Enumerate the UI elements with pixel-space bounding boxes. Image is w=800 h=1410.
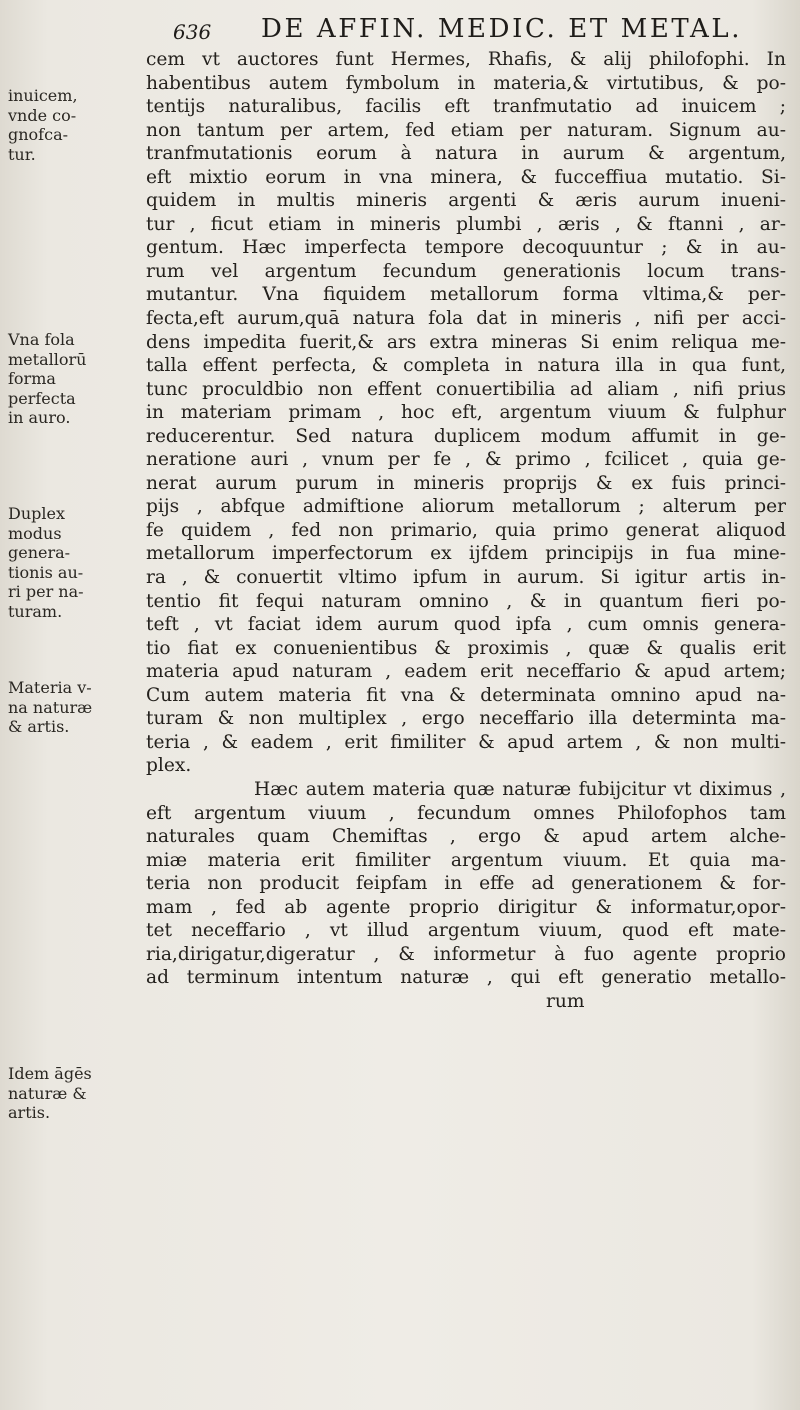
text-line: mam , fed ab agente proprio dirigitur & informatur,opor-	[146, 896, 786, 918]
text-line: tentio fit fequi naturam omnino , & in quantum fieri po-	[146, 590, 786, 612]
page-number: 636	[173, 20, 212, 44]
text-line: teria , & eadem , erit fimiliter & apud artem , & non multi-	[146, 731, 786, 753]
text-line: Cum autem materia fit vna & determinata omnino apud na-	[146, 684, 786, 706]
text-line: ad terminum intentum naturæ , qui eft generatio metallo-	[146, 967, 786, 989]
text-line: tet neceffario , vt illud argentum viuum, quod eft mate-	[146, 920, 786, 942]
text-line: eft argentum viuum , fecundum omnes Philofophos tam	[146, 802, 786, 824]
text-line: tentijs naturalibus, facilis eft tranfmutatio ad inuicem ;	[146, 96, 786, 118]
running-title: DE AFFIN. MEDIC. ET METAL.	[261, 14, 743, 44]
text-line: in materiam primam , hoc eft, argentum viuum & fulphur	[146, 402, 786, 424]
text-line: teft , vt faciat idem aurum quod ipfa , cum omnis genera-	[146, 614, 786, 636]
text-line: habentibus autem fymbolum in materia,& virtutibus, & po-	[146, 72, 786, 94]
margin-notes	[0, 0, 118, 1410]
text-line: cem vt auctores funt Hermes, Rhafis, & alij philofophi. In	[146, 49, 786, 70]
text-line: plex.	[146, 755, 192, 777]
text-line: talla effent perfecta, & completa in natura illa in qua funt,	[146, 355, 786, 377]
text-line: ria,dirigatur,digeratur , & informetur à fuo agente proprio	[146, 943, 786, 965]
margin-note-materia-vna: Materia v- na naturæ & artis.	[8, 678, 93, 736]
text-line: nerat aurum purum in mineris proprijs & ex fuis princi-	[146, 472, 786, 494]
text-line: eft mixtio eorum in vna minera, & fucceffiua mutatio. Si-	[146, 166, 786, 188]
page-header	[175, 10, 775, 46]
text-line: miæ materia erit fimiliter argentum viuum. Et quia ma-	[146, 849, 786, 871]
body-text	[146, 48, 786, 1013]
margin-note-duplex-modus: Duplex modus genera- tionis au- ri per na- turam.	[8, 504, 84, 621]
margin-note-vna-forma: Vna fola metallorū forma perfecta in auro.	[8, 330, 87, 427]
text-line: dens impedita fuerit,& ars extra mineras Si enim reliqua me-	[146, 331, 786, 353]
text-line: turam & non multiplex , ergo neceffario illa determinta ma-	[146, 708, 786, 730]
text-line: ra , & conuertit vltimo ipfum in aurum. Si igitur artis in-	[146, 567, 786, 589]
text-line: reducerentur. Sed natura duplicem modum affumit in ge-	[146, 425, 786, 447]
text-line: Hæc autem materia quæ naturæ fubijcitur vt diximus ,	[254, 778, 786, 800]
text-line: neratione auri , vnum per fe , & primo , fcilicet , quia ge-	[146, 449, 786, 471]
text-line: mutantur. Vna fiquidem metallorum forma vltima,& per-	[146, 284, 786, 306]
text-line: teria non producit feipfam in effe ad generationem & for-	[146, 873, 786, 895]
text-line: materia apud naturam , eadem erit neceffario & apud artem;	[146, 661, 786, 683]
text-line: metallorum imperfectorum ex ijfdem principijs in fua mine-	[146, 543, 786, 565]
text-line: quidem in multis mineris argenti & æris aurum inueni-	[146, 190, 786, 212]
text-line: naturales quam Chemiftas , ergo & apud artem alche-	[146, 826, 786, 848]
margin-note-inuicem: inuicem, vnde co- gnofca- tur.	[8, 86, 78, 164]
text-line: rum vel argentum fecundum generationis locum trans-	[146, 260, 786, 282]
text-line: tio fiat ex conuenientibus & proximis , quæ & qualis erit	[146, 637, 786, 659]
text-line: rum	[546, 990, 585, 1012]
text-line: fecta,eft aurum,quā natura fola dat in mineris , nifi per acci-	[146, 308, 786, 330]
text-line: tranfmutationis eorum à natura in aurum & argentum,	[146, 143, 786, 165]
text-line: tunc proculdbio non effent conuertibilia ad aliam , nifi prius	[146, 378, 786, 400]
text-line: pijs , abfque admiftione aliorum metallorum ; alterum per	[146, 496, 786, 518]
text-line: non tantum per artem, fed etiam per naturam. Signum au-	[146, 119, 786, 141]
text-line: tur , ficut etiam in mineris plumbi , æris , & ftanni , ar-	[146, 213, 786, 235]
text-line: fe quidem , fed non primario, quia primo generat aliquod	[146, 519, 786, 541]
text-line: gentum. Hæc imperfecta tempore decoquuntur ; & in au-	[146, 237, 786, 259]
margin-note-idem-agens: Idem āgēs naturæ & artis.	[8, 1064, 92, 1122]
